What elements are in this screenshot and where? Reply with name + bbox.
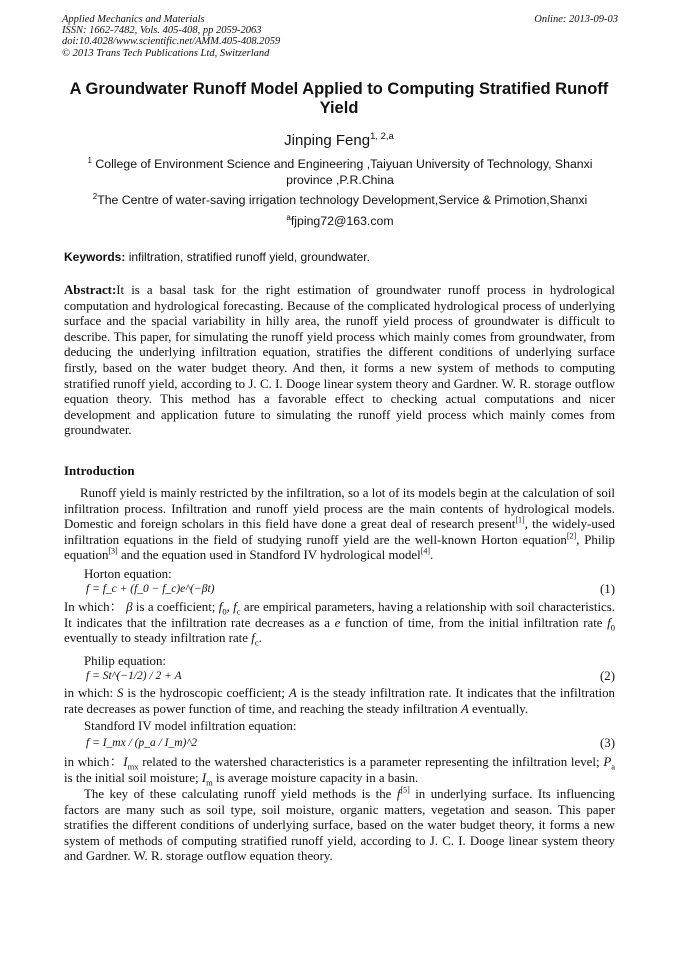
- equation-3-number: (3): [599, 736, 615, 750]
- author-name: Jinping Feng: [284, 132, 371, 149]
- philip-label: Philip equation:: [84, 654, 166, 668]
- online-date: Online: 2013-09-03: [534, 14, 618, 25]
- journal-header: [62, 14, 618, 59]
- equation-1-number: (1): [599, 582, 615, 596]
- keywords: [64, 250, 616, 264]
- section-heading-introduction: Introduction: [64, 463, 135, 478]
- standford-equation: f = I_mx / (p_a / I_m)^2: [86, 737, 197, 749]
- paper-title: A Groundwater Runoff Model Applied to Computing Stratified Runoff Yield: [69, 80, 609, 117]
- intro-paragraph-key: The key of these calculating runoff yield methods is the f[5] in underlying surface. Its influencing factors are many such as soil type, soil moisture, organic matters, vegetation and season. This paper stratifies the different conditions of underlying surface, based on the water budget theory, it forms a new system of methods of computing stratified runoff yield, according to J. C. I. Dooge linear system theory and Gardner. W. R. storage outflow equation theory.: [64, 785, 615, 864]
- copyright-line: © 2013 Trans Tech Publications Ltd, Switzerland: [62, 47, 270, 59]
- standford-explanation: in which：$I_{mx}$ related to the watershed characteristics is a parameter representing the infiltration level; $P_a$ is the initial soil moisture; $I_m$ is average moisture capacity in a basin.: [64, 755, 615, 788]
- abstract: [64, 283, 615, 439]
- equation-2-number: (2): [599, 669, 615, 683]
- intro-paragraph-1: Runoff yield is mainly restricted by the infiltration, so a lot of its models begin at the calculation of soil infiltration process. Infiltration and runoff yield process are the main contents of hydrological models. Domestic and foreign scholars in this field have done a great deal of research present[1], the widely-used infiltration equations in the field of studying runoff yield are the well-known Horton equation[2], Philip equation[3] and the equation used in Standford IV hydrological model[4].: [64, 486, 616, 563]
- horton-explanation: In which： β is a coefficient; $f_0$, $f_c$ are empirical parameters, having a relationship with soil characteristics. It indicates that the infiltration rate decreases as a e function of time, from the initial infiltration rate $f_0$ eventually to steady infiltration rate $f_c$.: [64, 600, 616, 648]
- issn-line: ISSN: 1662-7482, Vols. 405-408, pp 2059-2063: [62, 25, 262, 37]
- author-email: $^a$fjping72@163.com: [286, 212, 394, 228]
- journal-name: Applied Mechanics and Materials: [62, 14, 205, 25]
- author-sup: 1, 2,a: [370, 131, 394, 142]
- doi-line: doi:10.4028/www.scientific.net/AMM.405-408.2059: [62, 36, 281, 48]
- affiliation-1: $^1$ College of Environment Science and Engineering ,Taiyuan University of Technology, Shanxi province ,P.R.China: [87, 155, 593, 187]
- author-line: [62, 132, 616, 149]
- philip-explanation: in which: S is the hydroscopic coefficient; A is the steady infiltration rate. It indicates that the infiltration rate decreases as power function of time, and reaching the steady infiltration A eventually.: [64, 686, 615, 716]
- keywords-text: infiltration, stratified runoff yield, groundwater.: [125, 250, 370, 264]
- affiliation-2: $^2$The Centre of water-saving irrigation technology Development,Service & Primotion,Shanxi: [92, 191, 588, 207]
- philip-equation: f = St^(−1/2) / 2 + A: [86, 670, 182, 682]
- horton-equation: f = f_c + (f_0 − f_c)e^(−βt): [86, 583, 215, 595]
- abstract-label: Abstract:: [64, 283, 117, 297]
- horton-label: Horton equation:: [84, 567, 172, 581]
- standford-label: Standford IV model infiltration equation:: [84, 719, 297, 733]
- abstract-text: It is a basal task for the right estimation of groundwater runoff process in hydrological computation and hydrological forecasting. Because of the complicated hydrological process of underlying surface and the spacial variability in hilly area, the runoff yield process of groundwater is difficult to describe. This paper, for simulating the runoff yield process which mainly comes from groundwater, from deducing the underlying infiltration equation, stratifies the different conditions of underlying surface firstly, based on the water budget theory. And then, it forms a new system of methods to computing stratified runoff yield, according to J. C. I. Dooge linear system theory and Gardner. W. R. storage outflow equation theory. This method has a favorable effect to checking actual computations and nicer development and application future to simulating the runoff yield process which mainly comes from groundwater.: [64, 283, 615, 438]
- keywords-label: Keywords:: [64, 250, 126, 264]
